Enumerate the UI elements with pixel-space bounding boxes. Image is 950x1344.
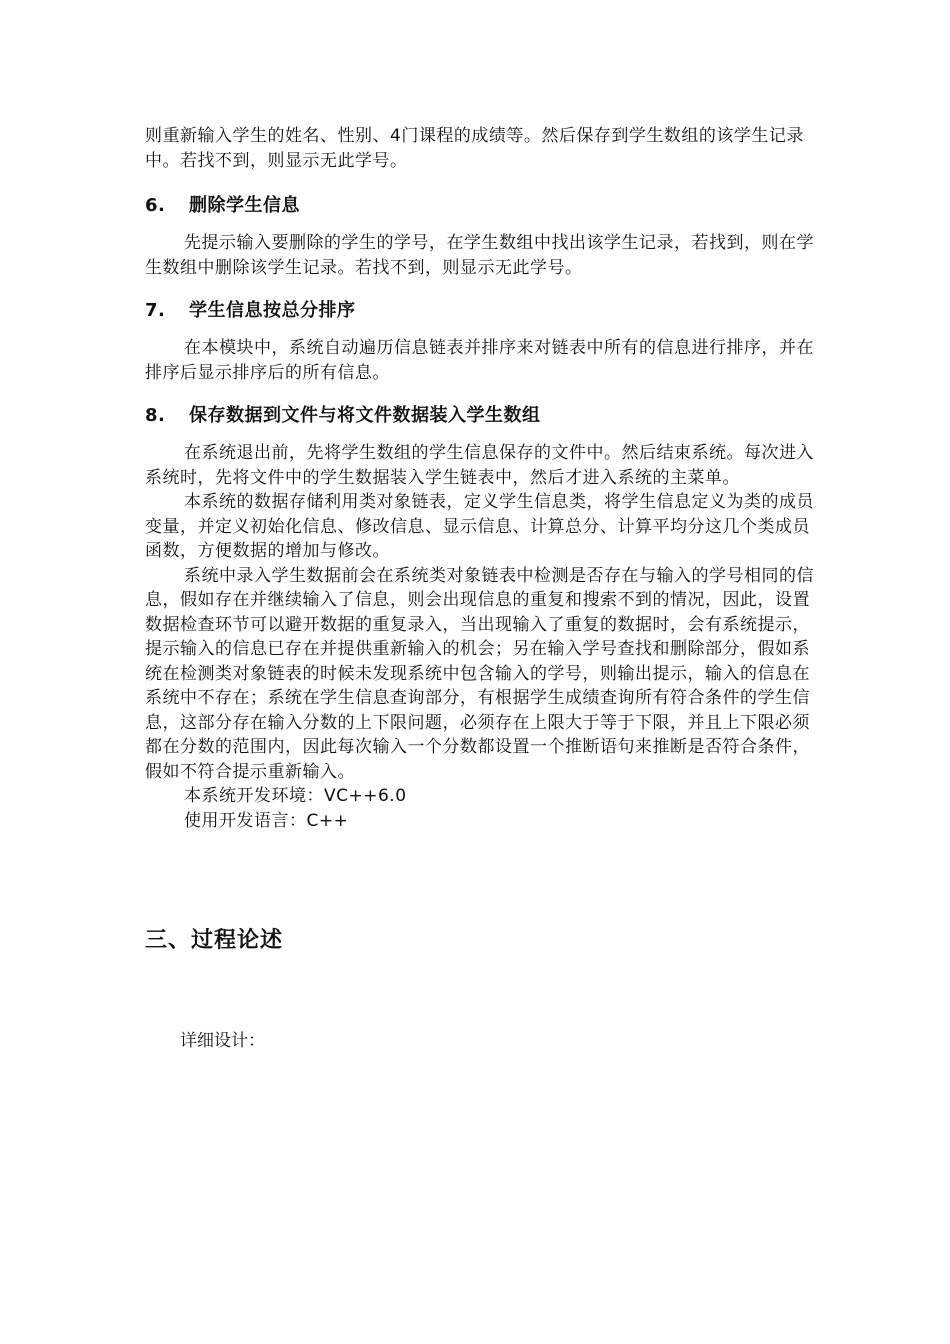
- section-6-text: 先提示输入要删除的学生的学号，在学生数组中找出该学生记录，若找到，则在学生数组中删除该学生记录。若找不到，则显示无此学号。: [145, 233, 814, 278]
- section-7-heading: [145, 298, 356, 324]
- section-7-title: 学生信息按总分排序: [189, 300, 356, 321]
- detail-design-label: 详细设计：: [180, 1031, 265, 1051]
- section-8-body: [145, 441, 815, 833]
- dev-environment-line: 本系统开发环境：VC++6.0: [184, 786, 407, 806]
- section-6-heading: [145, 193, 300, 219]
- section-8-title: 保存数据到文件与将文件数据装入学生数组: [189, 405, 541, 426]
- chapter-title: 三、过程论述: [145, 928, 284, 953]
- dev-language-line: 使用开发语言：C++: [184, 810, 349, 831]
- section-7-text: 在本模块中，系统自动遍历信息链表并排序来对链表中所有的信息进行排序，并在排序后显示排序后的所有信息。: [145, 338, 814, 383]
- section-6-body: [145, 231, 815, 280]
- section-8-number: 8.: [145, 405, 166, 426]
- section-8-heading: [145, 403, 541, 429]
- section-7-number: 7.: [145, 300, 166, 321]
- section-8-paragraph-2: 本系统的数据存储利用类对象链表，定义学生信息类，将学生信息定义为类的成员变量，并定义初始化信息、修改信息、显示信息、计算总分、计算平均分这几个类成员函数，方便数据的增加与修改。: [145, 492, 814, 561]
- intro-text: 则重新输入学生的姓名、性别、4门课程的成绩等。然后保存到学生数组的该学生记录中。若找不到，则显示无此学号。: [145, 126, 804, 171]
- section-6-number: 6.: [145, 195, 166, 216]
- section-7-body: [145, 336, 815, 385]
- section-8-paragraph-3: 系统中录入学生数据前会在系统类对象链表中检测是否存在与输入的学号相同的信息，假如存在并继续输入了信息，则会出现信息的重复和搜索不到的情况，因此，设置数据检查环节可以避开数据的重复录入，当出现输入了重复的数据时，会有系统提示，提示输入的信息已存在并提供重新输入的机会；另在输入学号查找和删除部分，假如系统在检测类对象链表的时候未发现系统中包含输入的学号，则输出提示，输入的信息在系统中不存在；系统在学生信息查询部分，有根据学生成绩查询所有符合条件的学生信息，这部分存在输入分数的上下限问题，必须存在上限大于等于下限，并且上下限必须都在分数的范围内，因此每次输入一个分数都设置一个推断语句来推断是否符合条件，假如不符合提示重新输入。: [145, 565, 814, 782]
- section-6-title: 删除学生信息: [189, 195, 300, 216]
- intro-paragraph: [145, 124, 815, 173]
- section-8-paragraph-1: 在系统退出前，先将学生数组的学生信息保存的文件中。然后结束系统。每次进入系统时，先将文件中的学生数据装入学生链表中，然后才进入系统的主菜单。: [145, 443, 814, 488]
